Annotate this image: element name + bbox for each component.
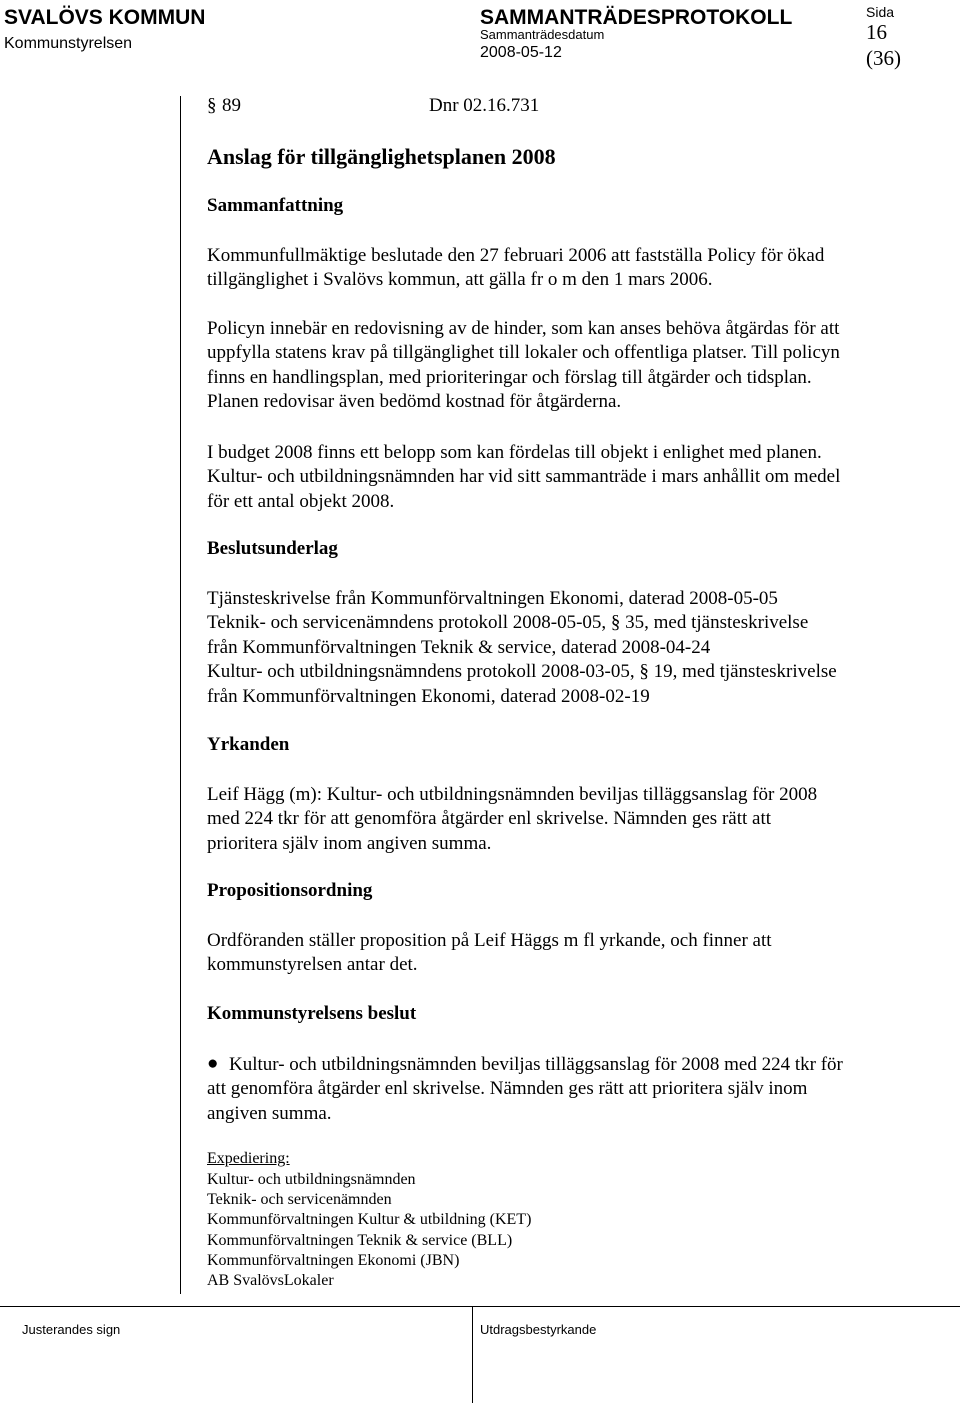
signature-divider (472, 1307, 473, 1403)
text-line: att genomföra åtgärder enl skrivelse. Nämnden ges rätt att prioritera själv inom (207, 1078, 808, 1100)
meeting-date-label: Sammanträdesdatum (480, 27, 605, 42)
page-number: 16 (866, 20, 887, 44)
section-symbol: § (207, 95, 217, 116)
extract-certification-label: Utdragsbestyrkande (480, 1322, 597, 1337)
section-title: Anslag för tillgänglighetsplanen 2008 (207, 144, 556, 169)
footer-rule (0, 1306, 960, 1307)
basis-item: Tjänsteskrivelse från Kommunförvaltningen Ekonomi, daterad 2008-05-05 (207, 588, 778, 609)
adjuster-signature-label: Justerandes sign (22, 1322, 121, 1337)
municipality-name: SVALÖVS KOMMUN (4, 6, 206, 29)
basis-item: Teknik- och servicenämndens protokoll 2008-05-05, § 35, med tjänsteskrivelse (207, 612, 809, 634)
page-total: (36) (866, 46, 901, 70)
motions-text (207, 783, 817, 856)
recipient-item: Kommunförvaltningen Kultur & utbildning (KET) (207, 1211, 532, 1229)
expediting-list (207, 1170, 531, 1291)
recipient-item: Kommunförvaltningen Ekonomi (JBN) (207, 1251, 460, 1269)
decision-text (207, 1053, 843, 1126)
recipient-item: Kultur- och utbildningsnämnden (207, 1171, 416, 1188)
recipient-item: AB SvalövsLokaler (207, 1272, 334, 1290)
page-label: Sida (866, 4, 895, 20)
text-line: finns en handlingsplan, med prioriteringar och förslag till åtgärder och tidsplan. (207, 366, 812, 388)
text-line: kommunstyrelsen antar det. (207, 954, 418, 976)
text-line: angiven summa. (207, 1102, 332, 1124)
text-line: Kultur- och utbildningsnämnden har vid sitt sammanträde i mars anhållit om medel (207, 466, 841, 488)
text-line: Leif Hägg (m): Kultur- och utbildningsnämnden beviljas tilläggsanslag för 2008 (207, 784, 818, 805)
basis-list (207, 587, 837, 709)
proposition-heading: Propositionsordning (207, 880, 373, 901)
basis-item: från Kommunförvaltningen Ekonomi, daterad 2008-02-19 (207, 685, 650, 707)
text-line: tillgänglighet i Svalövs kommun, att gälla fr o m den 1 mars 2006. (207, 269, 713, 291)
bullet-icon: ● (207, 1053, 219, 1074)
decision-heading: Kommunstyrelsens beslut (207, 1003, 417, 1024)
text-line: med 224 tkr för att genomföra åtgärder enl skrivelse. Nämnden ges rätt att (207, 808, 771, 830)
text-line: Kultur- och utbildningsnämnden beviljas tilläggsanslag för 2008 med 224 tkr för (229, 1054, 843, 1075)
recipient-item: Kommunförvaltningen Teknik & service (BLL) (207, 1231, 513, 1249)
text-line: I budget 2008 finns ett belopp som kan fördelas till objekt i enlighet med planen. (207, 442, 822, 463)
text-line: Policyn innebär en redovisning av de hinder, som kan anses behöva åtgärdas för att (207, 318, 840, 339)
text-line: för ett antal objekt 2008. (207, 490, 395, 512)
section-number: 89 (222, 95, 241, 116)
motions-heading: Yrkanden (207, 734, 290, 755)
text-line: uppfylla statens krav på tillgänglighet till lokaler och offentliga platser. Till policyn (207, 342, 840, 364)
committee-name: Kommunstyrelsen (4, 35, 133, 52)
expediting-label: Expediering: (207, 1150, 290, 1167)
meeting-date: 2008-05-12 (480, 44, 562, 61)
text-line: prioritera själv inom angiven summa. (207, 832, 492, 854)
text-line: Planen redovisar även bedömd kostnad för åtgärderna. (207, 391, 622, 413)
recipient-item: Teknik- och servicenämnden (207, 1191, 392, 1209)
summary-paragraph-1 (207, 244, 824, 293)
basis-item: från Kommunförvaltningen Teknik & service, daterad 2008-04-24 (207, 636, 711, 658)
summary-heading: Sammanfattning (207, 195, 344, 216)
left-margin-rule (180, 96, 181, 1294)
document-title: SAMMANTRÄDESPROTOKOLL (480, 6, 793, 29)
summary-paragraph-3 (207, 441, 840, 514)
summary-paragraph-2 (207, 317, 840, 415)
text-line: Kommunfullmäktige beslutade den 27 februari 2006 att fastställa Policy för ökad (207, 245, 825, 266)
basis-item: Kultur- och utbildningsnämndens protokoll 2008-03-05, § 19, med tjänsteskrivelse (207, 661, 837, 683)
text-line: Ordföranden ställer proposition på Leif Häggs m fl yrkande, och finner att (207, 930, 772, 951)
proposition-text (207, 929, 772, 978)
basis-heading: Beslutsunderlag (207, 538, 338, 559)
case-number: Dnr 02.16.731 (429, 95, 540, 116)
